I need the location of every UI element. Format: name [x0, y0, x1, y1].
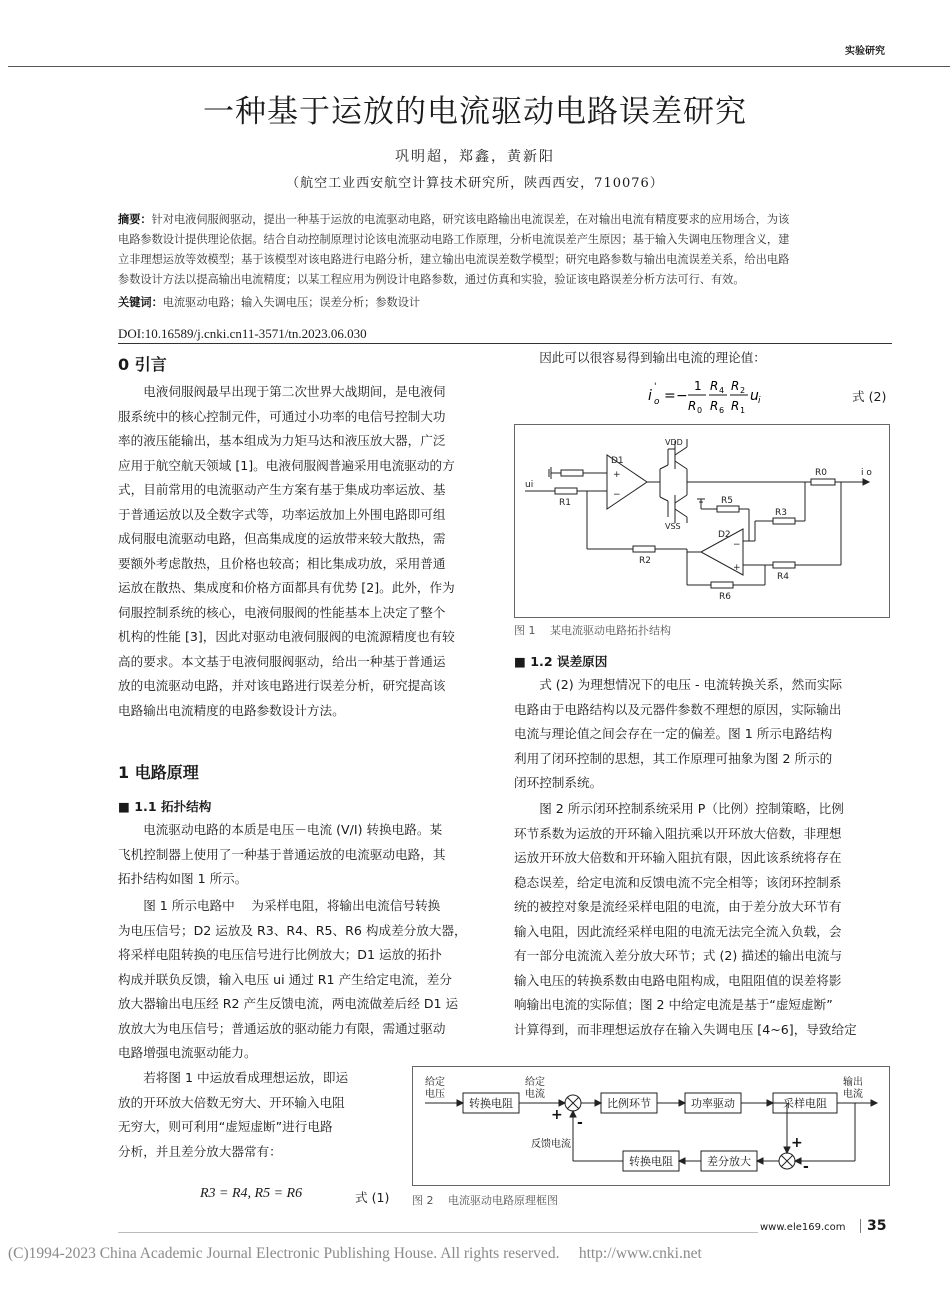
sign-plus: +: [791, 1135, 803, 1151]
text-line: 构成并联负反馈，输入电压 ui 通过 R1 产生给定电流，差分: [118, 971, 452, 987]
block-label: 差分放大: [707, 1155, 751, 1168]
label-r4: R4: [777, 572, 789, 582]
intro-paragraph: [118, 380, 492, 723]
text-line: 利用了闭环控制的思想，其工作原理可抽象为图 2 所示的: [514, 750, 833, 766]
abstract-line: 电路参数设计提供理论依据。结合自动控制原理讨论该电流驱动电路工作原理，分析电流误差产生原因；基于输入失调电压物理含义，建: [118, 233, 790, 246]
label-io: i o: [861, 468, 872, 478]
paragraph: [118, 894, 492, 1066]
text-line: 拓扑结构如图 1 所示。: [118, 871, 248, 886]
keywords-text: 电流驱动电路；输入失调电压；误差分析；参数设计: [162, 296, 421, 309]
text-line: 统的被控对象是流经采样电阻的电流，由于差分放大环节有: [514, 899, 842, 914]
footer-separator: [860, 1219, 861, 1233]
abstract-label: 摘要：: [118, 213, 152, 226]
svg-text:D2: D2: [718, 530, 731, 540]
text-line: 因此可以很容易得到输出电流的理论值：: [539, 350, 766, 365]
text-line: 式 (2) 为理想情况下的电压 - 电流转换关系，然而实际: [539, 677, 843, 692]
resistor-r4: [773, 562, 795, 568]
label-feedback-current: 反馈电流: [531, 1139, 571, 1150]
affiliation: （航空工业西安航空计算技术研究所，陕西西安，710076）: [286, 176, 664, 191]
text-line: 闭环控制系统。: [514, 775, 603, 790]
section-heading-0: 0 引言: [118, 355, 167, 374]
block-label: 采样电阻: [783, 1097, 827, 1110]
label-ui: ui: [525, 480, 534, 490]
resistor: [561, 470, 583, 476]
text-line: 电路由于电路结构以及元器件参数不理想的原因，实际输出: [514, 701, 842, 717]
text-line: 响输出电流的实际值；图 2 中给定电流是基于“虚短虚断”: [514, 997, 833, 1012]
text-line: 若将图 1 中运放看成理想运放，即运: [143, 1070, 349, 1085]
text-line: 伺服控制系统的核心，电液伺服阀的性能基本上决定了整个: [118, 604, 446, 620]
label-r0: R0: [815, 468, 827, 478]
label-r5: R5: [721, 496, 733, 506]
svg-text:o: o: [654, 397, 660, 407]
resistor-r2: [633, 546, 655, 552]
figure-2-caption: 图 2 电流驱动电路原理框图: [412, 1194, 558, 1207]
subsection-heading-1-1: ■ 1.1 拓扑结构: [118, 799, 212, 814]
label-given-current-1: 给定: [525, 1077, 545, 1088]
svg-text:VSS: VSS: [665, 522, 681, 531]
text-line: 电路增强电流驱动能力。: [118, 1045, 257, 1060]
text-line: 稳态误差，给定电流和反馈电流不完全相等；该闭环控制系: [514, 874, 842, 890]
sign-minus: -: [803, 1159, 809, 1175]
text-line: 飞机控制器上使用了一种基于普通运放的电流驱动电路，其: [118, 846, 446, 862]
text-line: 图 1 所示电路中 为采样电阻，将输出电流信号转换: [143, 898, 441, 913]
label-r3: R3: [775, 508, 787, 518]
equation-2: [646, 374, 776, 420]
block-label: 转换电阻: [469, 1097, 513, 1110]
subsection-heading-1-2: ■ 1.2 误差原因: [514, 654, 608, 669]
svg-text:u: u: [750, 388, 759, 404]
text-line: 应用于航空航天领域 [1]。电液伺服阀普遍采用电流驱动的方: [118, 457, 455, 473]
svg-text:+: +: [613, 470, 621, 480]
svg-text:R: R: [710, 379, 719, 393]
text-line: 电液伺服阀最早出现于第二次世界大战期间，是电液伺: [143, 384, 446, 399]
resistor-r0: [811, 479, 835, 485]
text-line: 放大器输出电压经 R2 产生反馈电流，两电流做差后经 D1 运: [118, 996, 459, 1011]
label-r6: R6: [719, 592, 731, 602]
header-rule: [8, 66, 950, 67]
text-line: 成伺服电流驱动电路，但高集成度的运放带来较大散热，需: [118, 531, 446, 546]
svg-text:R: R: [688, 399, 697, 413]
svg-text:0: 0: [697, 406, 703, 415]
text-line: 电路输出电流精度的电路参数设计方法。: [118, 702, 345, 718]
text-line: 图 2 所示闭环控制系统采用 P（比例）控制策略，比例: [539, 801, 844, 816]
equation-1-label: 式 (1): [355, 1190, 390, 1205]
section-tag: 实验研究: [845, 46, 885, 57]
label-input-2: 电压: [425, 1089, 445, 1100]
text-line: 放放大为电压信号；普通运放的驱动能力有限，需通过驱动: [118, 1020, 446, 1036]
text-line: 输入电阻，因此流经采样电阻的电流无法完全流入负载，会: [514, 923, 842, 939]
paragraph: [514, 346, 888, 371]
resistor-r1: [555, 488, 577, 494]
block-label: 比例环节: [607, 1097, 651, 1110]
resistor-r5: [717, 506, 739, 512]
svg-text:i: i: [758, 396, 761, 406]
text-line: 服系统中的核心控制元件，可通过小功率的电信号控制大功: [118, 408, 446, 424]
text-line: 运放在散热、集成度和价格方面都具有优势 [2]。此外，作为: [118, 580, 455, 595]
label-r2: R2: [639, 556, 651, 566]
svg-text:6: 6: [719, 406, 725, 415]
text-line: 将采样电阻转换的电压信号进行比例放大；D1 运放的拓扑: [118, 947, 442, 962]
svg-text:2: 2: [740, 386, 746, 395]
block-label: 转换电阻: [629, 1155, 673, 1168]
equation-2-formula: [646, 374, 776, 416]
svg-text:−: −: [733, 540, 741, 550]
resistor-r6: [711, 582, 733, 588]
resistor-r3: [773, 518, 795, 524]
sign-plus: +: [551, 1107, 563, 1123]
svg-text:i: i: [648, 388, 652, 404]
text-line: 为电压信号；D2 运放及 R3、R4、R5、R6 构成差分放大器，: [118, 922, 467, 938]
sign-minus: -: [577, 1115, 583, 1131]
text-line: 有一部分电流流入差分放大环节；式 (2) 描述的输出电流与: [514, 948, 843, 963]
paragraph: [118, 1066, 394, 1164]
svg-text:−: −: [676, 388, 688, 404]
label-given-current-2: 电流: [525, 1089, 545, 1100]
svg-text:1: 1: [740, 406, 746, 415]
text-line: 电流与理论值之间会存在一定的偏差。图 1 所示电路结构: [514, 726, 833, 741]
figure-1-caption: 图 1 某电流驱动电路拓扑结构: [514, 624, 671, 637]
text-line: 无穷大，则可利用“虚短虚断”进行电路: [118, 1119, 333, 1134]
text-line: 式，目前常用的电流驱动产生方案有基于集成功率运放、基: [118, 482, 446, 497]
figure-2-block-diagram: [412, 1066, 890, 1186]
text-line: 机构的性能 [3]，因此对驱动电液伺服阀的电流源精度也有较: [118, 629, 455, 644]
svg-text:D1: D1: [611, 456, 624, 466]
text-line: 运放开环放大倍数和开环输入阻抗有限，因此该系统将存在: [514, 850, 842, 865]
svg-text:+: +: [733, 563, 741, 573]
equation-1: R3 = R4, R5 = R6: [200, 1186, 303, 1201]
page-number: 35: [867, 1218, 887, 1234]
block-label: 功率驱动: [691, 1097, 735, 1110]
abstract: [118, 210, 890, 290]
text-line: 计算得到，而非理想运放存在输入失调电压 [4~6]，导致给定: [514, 1021, 857, 1037]
equation-2-label: 式 (2): [852, 389, 887, 404]
text-line: 率的液压能输出，基本组成为力矩马达和液压放大器，广泛: [118, 433, 446, 448]
svg-text:': ': [654, 382, 657, 392]
text-line: 高的要求。本文基于电液伺服阀驱动，给出一种基于普通运: [118, 653, 446, 669]
figure-1-circuit: [514, 424, 890, 618]
doi: DOI:10.16589/j.cnki.cn11-3571/tn.2023.06.030: [118, 326, 367, 341]
abstract-line: 立非理想运放等效模型；基于该模型对该电路进行电路分析，建立输出电流误差数学模型；研究电路参数与输出电流误差关系，给出电路: [118, 253, 790, 266]
paragraph: [514, 673, 888, 796]
svg-text:=: =: [664, 388, 676, 404]
label-output-2: 电流: [843, 1089, 863, 1100]
text-line: 输入电压的转换系数由电路电阻构成，电阻阻值的误差将影: [514, 972, 842, 988]
authors: 巩明超，郑鑫，黄新阳: [395, 149, 555, 165]
svg-text:R: R: [731, 379, 740, 393]
block-diagram: [413, 1067, 889, 1185]
text-line: 电流驱动电路的本质是电压－电流 (V/I) 转换电路。某: [143, 822, 443, 837]
text-line: 分析，并且差分放大器常有：: [118, 1143, 282, 1159]
label-r1: R1: [559, 498, 571, 508]
label-output-1: 输出: [843, 1077, 863, 1088]
text-line: 放的电流驱动电路，并对该电路进行误差分析，研究提高该: [118, 678, 446, 693]
abstract-line: 针对电液伺服阀驱动，提出一种基于运放的电流驱动电路，研究该电路输出电流误差，在对输出电流有精度要求的应用场合，为该: [151, 213, 790, 226]
svg-text:1: 1: [694, 379, 702, 393]
footer-url: www.ele169.com: [760, 1222, 846, 1233]
text-line: 要额外考虑散热，且价格也较高；相比集成功放，采用普通: [118, 555, 446, 571]
text-line: 于普通运放以及全数字式等，功率运放加上外围电路即可组: [118, 506, 446, 522]
paper-title: 一种基于运放的电流驱动电路误差研究: [203, 94, 747, 130]
svg-text:−: −: [613, 490, 621, 500]
abstract-line: 参数设计方法以提高输出电流精度；以某工程应用为例设计电路参数，通过仿真和实验，验证该电路误差分析方法可行、有效。: [118, 273, 745, 286]
paragraph: [118, 818, 492, 892]
svg-text:R: R: [710, 399, 719, 413]
copyright-watermark: (C)1994-2023 China Academic Journal Electronic Publishing House. All rights reserved. http://www.cnki.net: [8, 1245, 702, 1262]
keywords-label: 关键词：: [118, 296, 163, 309]
text-line: 放的开环放大倍数无穷大、开环输入电阻: [118, 1094, 345, 1110]
svg-text:R: R: [731, 399, 740, 413]
svg-text:VDD: VDD: [665, 438, 683, 447]
paragraph: [514, 797, 888, 1042]
footer-rule: [118, 1232, 758, 1233]
circuit-diagram: [515, 425, 889, 617]
label-input-1: 给定: [425, 1077, 445, 1088]
svg-text:4: 4: [719, 386, 725, 395]
section-heading-1: 1 电路原理: [118, 763, 199, 782]
keywords: [118, 294, 890, 310]
divider: [118, 343, 892, 344]
text-line: 环节系数为运放的开环输入阻抗乘以开环放大倍数，非理想: [514, 825, 842, 841]
